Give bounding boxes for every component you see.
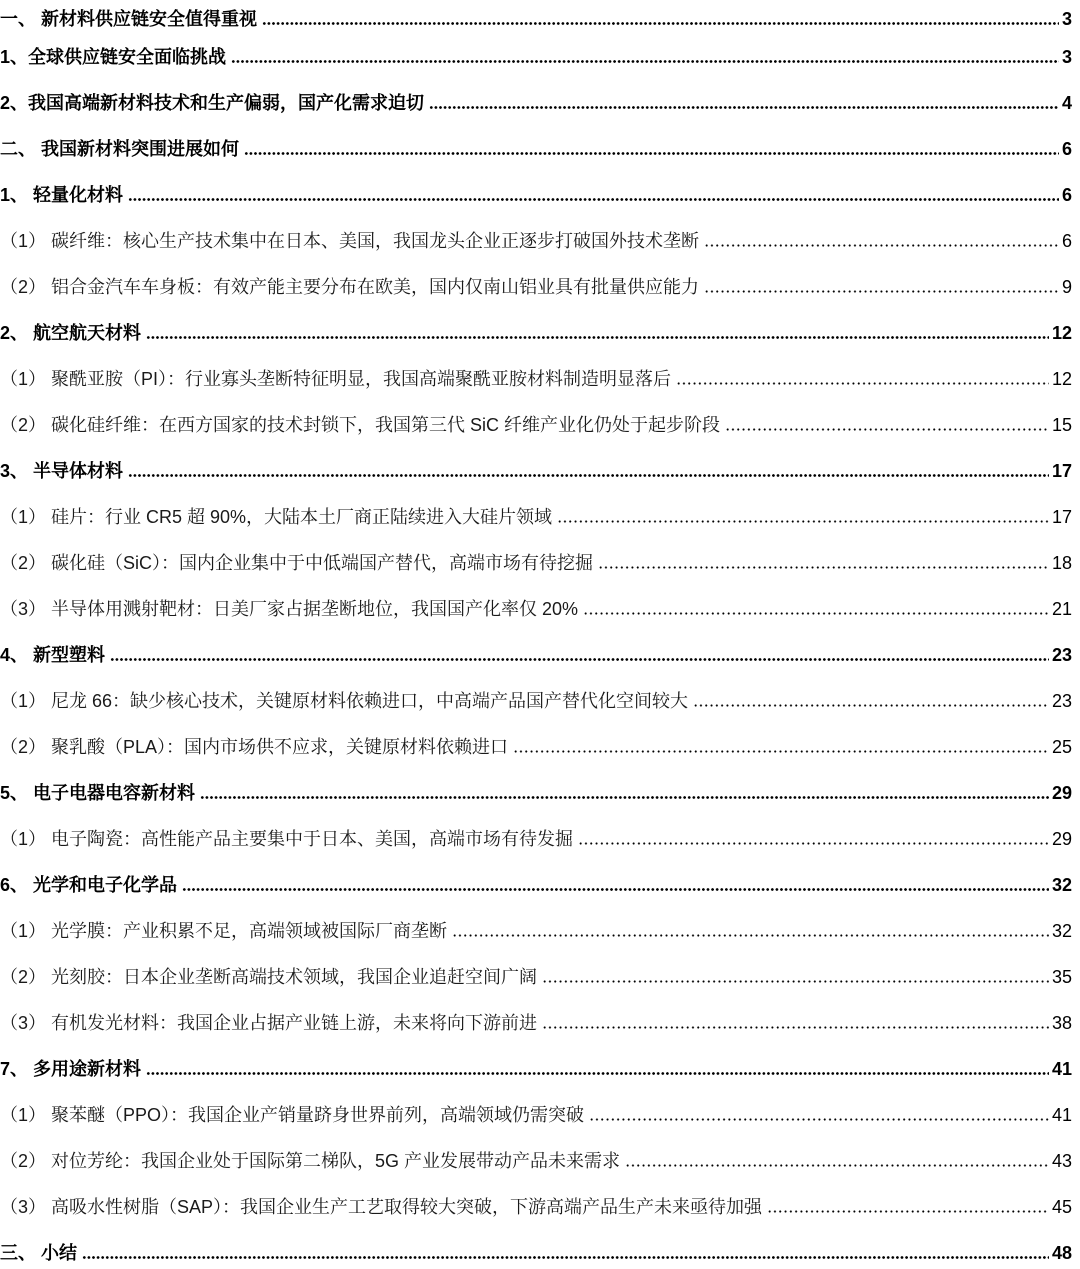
toc-entry[interactable] <box>0 1234 1072 1264</box>
dot-leader <box>557 520 1049 523</box>
dot-leader <box>182 888 1049 891</box>
toc-entry-page: 41 <box>1051 1059 1072 1079</box>
toc-entry-label: 3、 半导体材料 <box>0 461 124 481</box>
toc-entry-page: 21 <box>1051 599 1072 619</box>
toc-entry[interactable] <box>0 1096 1072 1126</box>
toc-entry[interactable] <box>0 38 1072 68</box>
toc-entry[interactable] <box>0 84 1072 114</box>
dot-leader <box>128 474 1049 477</box>
toc-entry-label: （1） 碳纤维：核心生产技术集中在日本、美国，我国龙头企业正逐步打破国外技术垄断 <box>0 231 700 251</box>
dot-leader <box>625 1164 1049 1167</box>
toc-entry[interactable] <box>0 774 1072 804</box>
toc-entry-page: 48 <box>1051 1243 1072 1263</box>
toc-entry-label: （1） 尼龙 66：缺少核心技术，关键原材料依赖进口，中高端产品国产替代化空间较大 <box>0 691 689 711</box>
toc-entry[interactable] <box>0 130 1072 160</box>
dot-leader <box>146 336 1049 339</box>
toc-entry[interactable] <box>0 636 1072 666</box>
toc-entry-page: 6 <box>1061 185 1072 205</box>
toc-entry-page: 4 <box>1061 93 1072 113</box>
toc-entry-page: 18 <box>1051 553 1072 573</box>
toc-entry-page: 3 <box>1061 9 1072 29</box>
toc-entry-page: 12 <box>1051 369 1072 389</box>
toc-entry-label: （1） 硅片：行业 CR5 超 90%，大陆本土厂商正陆续进入大硅片领域 <box>0 507 553 527</box>
dot-leader <box>231 60 1059 63</box>
dot-leader <box>704 244 1059 247</box>
dot-leader <box>583 612 1049 615</box>
toc-entry[interactable] <box>0 1004 1072 1034</box>
toc-entry[interactable] <box>0 452 1072 482</box>
toc-entry-page: 35 <box>1051 967 1072 987</box>
toc-entry-label: 2、 航空航天材料 <box>0 323 142 343</box>
toc-entry-page: 3 <box>1061 47 1072 67</box>
dot-leader <box>676 382 1049 385</box>
dot-leader <box>200 796 1049 799</box>
dot-leader <box>128 198 1059 201</box>
toc-entry-page: 17 <box>1051 507 1072 527</box>
toc-entry[interactable] <box>0 176 1072 206</box>
toc-entry[interactable] <box>0 222 1072 252</box>
dot-leader <box>244 152 1059 155</box>
toc-entry-page: 12 <box>1051 323 1072 343</box>
toc-entry-page: 43 <box>1051 1151 1072 1171</box>
toc-entry-label: （2） 聚乳酸（PLA）：国内市场供不应求，关键原材料依赖进口 <box>0 737 509 757</box>
toc-entry-label: （3） 有机发光材料：我国企业占据产业链上游，未来将向下游前进 <box>0 1013 538 1033</box>
dot-leader <box>542 1026 1049 1029</box>
toc-entry-label: （1） 光学膜：产业积累不足，高端领域被国际厂商垄断 <box>0 921 448 941</box>
toc-entry-label: 1、 轻量化材料 <box>0 185 124 205</box>
toc-entry-label: （2） 光刻胶：日本企业垄断高端技术领域，我国企业追赶空间广阔 <box>0 967 538 987</box>
toc-entry-label: （2） 铝合金汽车车身板：有效产能主要分布在欧美，国内仅南山铝业具有批量供应能力 <box>0 277 700 297</box>
dot-leader <box>725 428 1049 431</box>
dot-leader <box>513 750 1049 753</box>
toc-entry-page: 25 <box>1051 737 1072 757</box>
toc-entry-page: 38 <box>1051 1013 1072 1033</box>
dot-leader <box>110 658 1049 661</box>
toc-entry-label: （1） 电子陶瓷：高性能产品主要集中于日本、美国，高端市场有待发掘 <box>0 829 574 849</box>
toc-entry-label: （2） 对位芳纶：我国企业处于国际第二梯队，5G 产业发展带动产品未来需求 <box>0 1151 621 1171</box>
dot-leader <box>589 1118 1049 1121</box>
toc-entry-label: 5、 电子电器电容新材料 <box>0 783 196 803</box>
toc-entry[interactable] <box>0 1050 1072 1080</box>
dot-leader <box>146 1072 1049 1075</box>
toc-entry-page: 41 <box>1051 1105 1072 1125</box>
dot-leader <box>429 106 1059 109</box>
toc-entry-label: 7、 多用途新材料 <box>0 1059 142 1079</box>
toc-entry[interactable] <box>0 406 1072 436</box>
dot-leader <box>542 980 1049 983</box>
toc-entry-label: （2） 碳化硅纤维：在西方国家的技术封锁下，我国第三代 SiC 纤维产业化仍处于起步阶段 <box>0 415 721 435</box>
toc-entry-label: （1） 聚酰亚胺（PI）：行业寡头垄断特征明显，我国高端聚酰亚胺材料制造明显落后 <box>0 369 672 389</box>
toc-entry-page: 17 <box>1051 461 1072 481</box>
toc-entry-page: 6 <box>1061 139 1072 159</box>
toc-entry[interactable] <box>0 1142 1072 1172</box>
toc-entry-page: 32 <box>1051 921 1072 941</box>
toc-entry[interactable] <box>0 498 1072 528</box>
toc-entry[interactable] <box>0 314 1072 344</box>
toc-entry[interactable] <box>0 360 1072 390</box>
toc-entry-label: 三、 小结 <box>0 1243 78 1263</box>
dot-leader <box>598 566 1049 569</box>
toc-entry-page: 15 <box>1051 415 1072 435</box>
toc-entry-label: （1） 聚苯醚（PPO）：我国企业产销量跻身世界前列，高端领域仍需突破 <box>0 1105 585 1125</box>
toc-entry-page: 29 <box>1051 783 1072 803</box>
toc-entry-label: （3） 半导体用溅射靶材：日美厂家占据垄断地位，我国国产化率仅 20% <box>0 599 579 619</box>
dot-leader <box>82 1256 1049 1259</box>
toc-entry[interactable] <box>0 544 1072 574</box>
toc-entry[interactable] <box>0 0 1072 30</box>
dot-leader <box>452 934 1049 937</box>
toc-entry-page: 32 <box>1051 875 1072 895</box>
toc-entry-page: 45 <box>1051 1197 1072 1217</box>
toc-entry-label: 二、 我国新材料突围进展如何 <box>0 139 239 159</box>
toc-entry[interactable] <box>0 590 1072 620</box>
dot-leader <box>578 842 1049 845</box>
toc-entry-label: 4、 新型塑料 <box>0 645 106 665</box>
toc-entry-page: 6 <box>1061 231 1072 251</box>
toc-entry-page: 23 <box>1051 691 1072 711</box>
toc-entry-label: （3） 高吸水性树脂（SAP）：我国企业生产工艺取得较大突破，下游高端产品生产未来亟待加强 <box>0 1197 763 1217</box>
toc-entry-label: （2） 碳化硅（SiC）：国内企业集中于中低端国产替代，高端市场有待挖掘 <box>0 553 594 573</box>
dot-leader <box>704 290 1059 293</box>
toc-entry[interactable] <box>0 958 1072 988</box>
toc-entry[interactable] <box>0 820 1072 850</box>
toc-entry[interactable] <box>0 682 1072 712</box>
toc-entry-label: 2、我国高端新材料技术和生产偏弱，国产化需求迫切 <box>0 93 425 113</box>
toc-entry[interactable] <box>0 728 1072 758</box>
toc-entry-label: 6、 光学和电子化学品 <box>0 875 178 895</box>
toc-entry-page: 29 <box>1051 829 1072 849</box>
toc-entry[interactable] <box>0 866 1072 896</box>
toc-entry[interactable] <box>0 1188 1072 1218</box>
dot-leader <box>693 704 1049 707</box>
toc-entry-page: 23 <box>1051 645 1072 665</box>
toc-entry-label: 1、全球供应链安全面临挑战 <box>0 47 227 67</box>
toc-entry-page: 9 <box>1061 277 1072 297</box>
toc-entry[interactable] <box>0 912 1072 942</box>
dot-leader <box>262 22 1059 25</box>
toc-entry-label: 一、 新材料供应链安全值得重视 <box>0 9 257 29</box>
dot-leader <box>767 1210 1049 1213</box>
toc-entry[interactable] <box>0 268 1072 298</box>
